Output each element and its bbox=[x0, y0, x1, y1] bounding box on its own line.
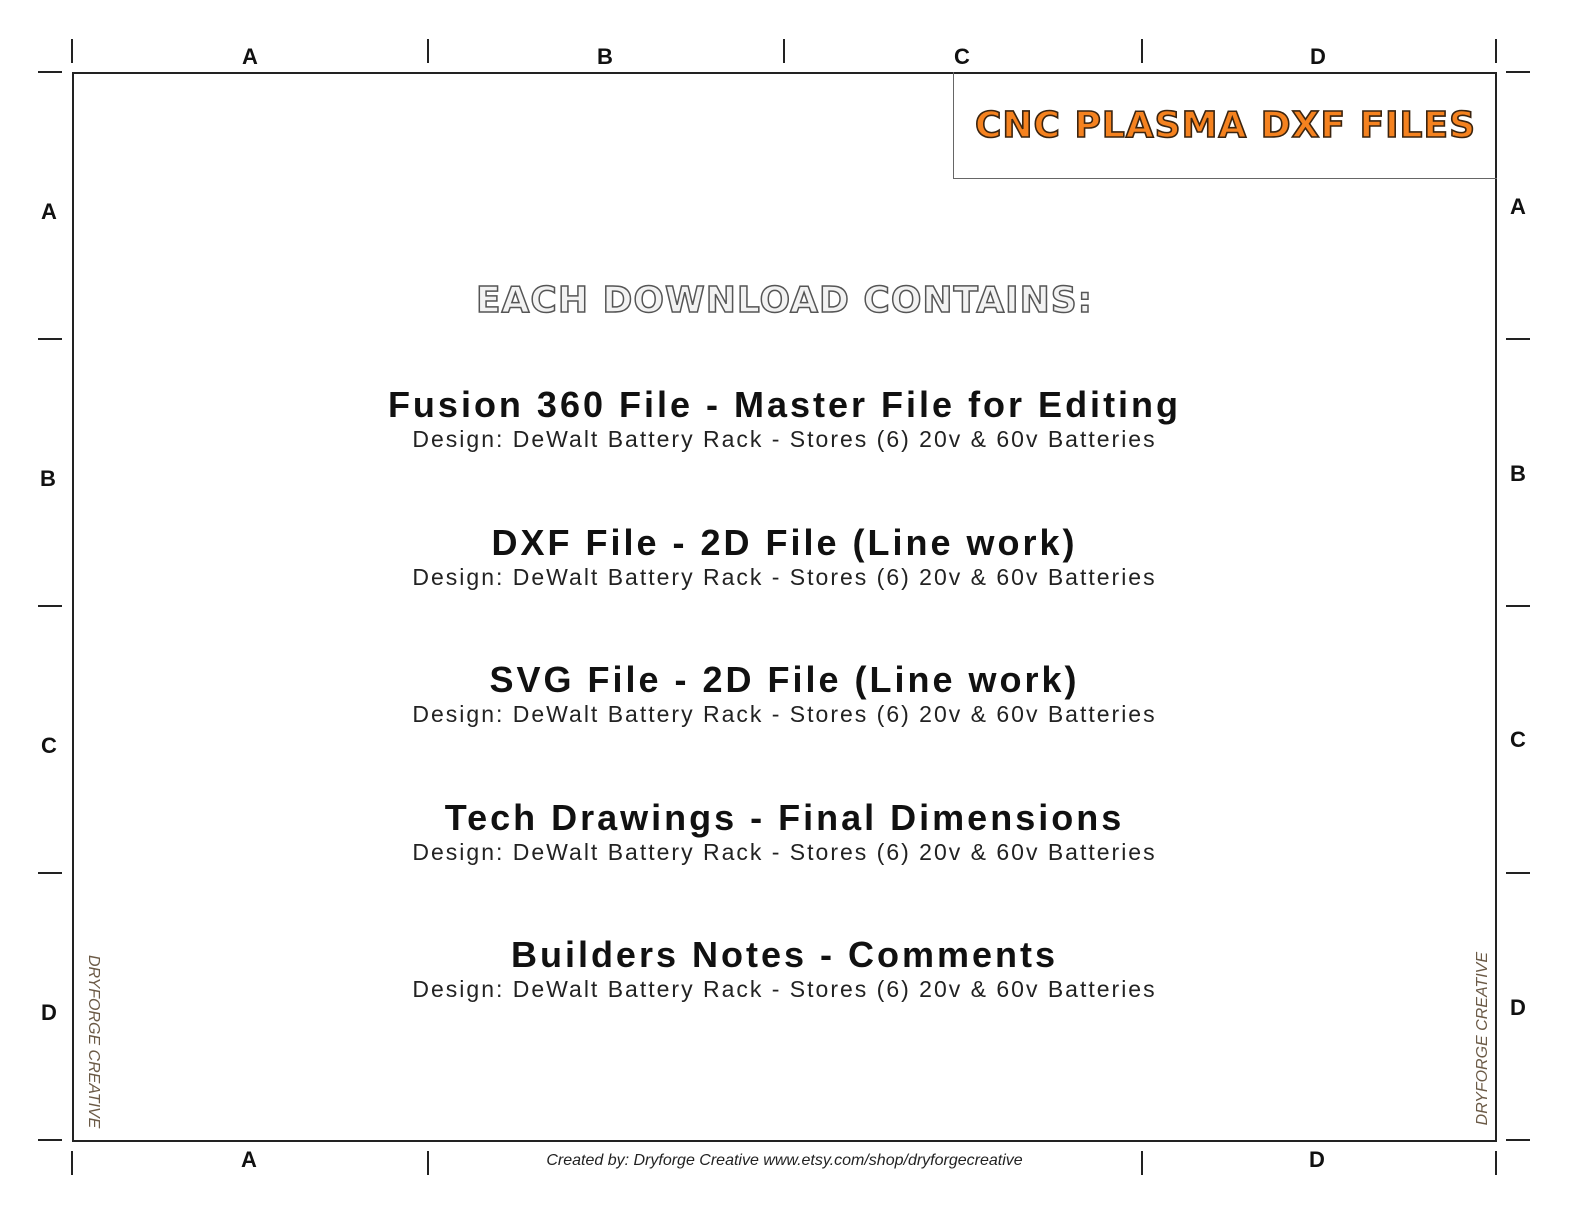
header-title: CNC PLASMA DXF FILES bbox=[974, 104, 1477, 146]
left-tick bbox=[38, 338, 62, 340]
top-zone-label: B bbox=[597, 44, 613, 69]
left-tick bbox=[38, 1139, 62, 1141]
item-subtitle: Design: DeWalt Battery Rack - Stores (6) 20v & 60v Batteries bbox=[412, 838, 1157, 865]
list-item bbox=[72, 796, 1497, 934]
left-zone-label: B bbox=[40, 466, 56, 491]
right-zone-label: C bbox=[1510, 727, 1526, 752]
right-tick bbox=[1506, 872, 1530, 874]
footer-credit: Created by: Dryforge Creative www.etsy.com/shop/dryforgecreative bbox=[546, 1152, 1023, 1169]
item-title: Fusion 360 File - Master File for Editing bbox=[387, 384, 1182, 425]
left-zone-label: A bbox=[41, 199, 57, 224]
item-title: Tech Drawings - Final Dimensions bbox=[444, 796, 1125, 838]
left-tick bbox=[38, 872, 62, 874]
item-title: Builders Notes - Comments bbox=[510, 934, 1059, 975]
item-subtitle: Design: DeWalt Battery Rack - Stores (6) 20v & 60v Batteries bbox=[412, 563, 1157, 590]
top-tick bbox=[1141, 39, 1143, 63]
left-tick bbox=[38, 605, 62, 607]
list-item bbox=[72, 383, 1497, 521]
left-tick bbox=[38, 71, 62, 73]
list-item bbox=[72, 521, 1497, 659]
top-tick bbox=[427, 39, 429, 63]
top-tick bbox=[783, 39, 785, 63]
title-block bbox=[953, 72, 1497, 179]
top-zone-label: C bbox=[954, 44, 970, 69]
item-title: DXF File - 2D File (Line work) bbox=[491, 521, 1078, 563]
left-zone-label: C bbox=[41, 733, 57, 758]
list-item bbox=[72, 933, 1497, 1071]
side-label-right: DRYFORGE CREATIVE bbox=[1474, 952, 1491, 1126]
side-label-left: DRYFORGE CREATIVE bbox=[85, 955, 102, 1129]
top-tick bbox=[1495, 39, 1497, 63]
right-tick bbox=[1506, 1139, 1530, 1141]
right-zone-label: D bbox=[1510, 995, 1526, 1020]
left-zone-label: D bbox=[41, 1000, 57, 1025]
item-subtitle: Design: DeWalt Battery Rack - Stores (6) 20v & 60v Batteries bbox=[412, 701, 1157, 727]
right-zone-label: A bbox=[1510, 194, 1526, 219]
bottom-zone-label: A bbox=[241, 1147, 257, 1172]
top-zone-label: D bbox=[1310, 44, 1326, 69]
top-tick bbox=[71, 39, 73, 63]
item-subtitle: Design: DeWalt Battery Rack - Stores (6) 20v & 60v Batteries bbox=[412, 426, 1157, 452]
list-item bbox=[72, 658, 1497, 796]
contents-list bbox=[72, 383, 1497, 1071]
right-zone-label: B bbox=[1510, 461, 1526, 486]
right-tick bbox=[1506, 338, 1530, 340]
contents-heading: EACH DOWNLOAD CONTAINS: bbox=[475, 280, 1094, 321]
item-subtitle: Design: DeWalt Battery Rack - Stores (6) 20v & 60v Batteries bbox=[412, 976, 1157, 1002]
bottom-zone-label: D bbox=[1309, 1147, 1325, 1172]
item-title: SVG File - 2D File (Line work) bbox=[489, 659, 1080, 700]
right-tick bbox=[1506, 605, 1530, 607]
right-tick bbox=[1506, 71, 1530, 73]
top-zone-label: A bbox=[242, 44, 258, 69]
